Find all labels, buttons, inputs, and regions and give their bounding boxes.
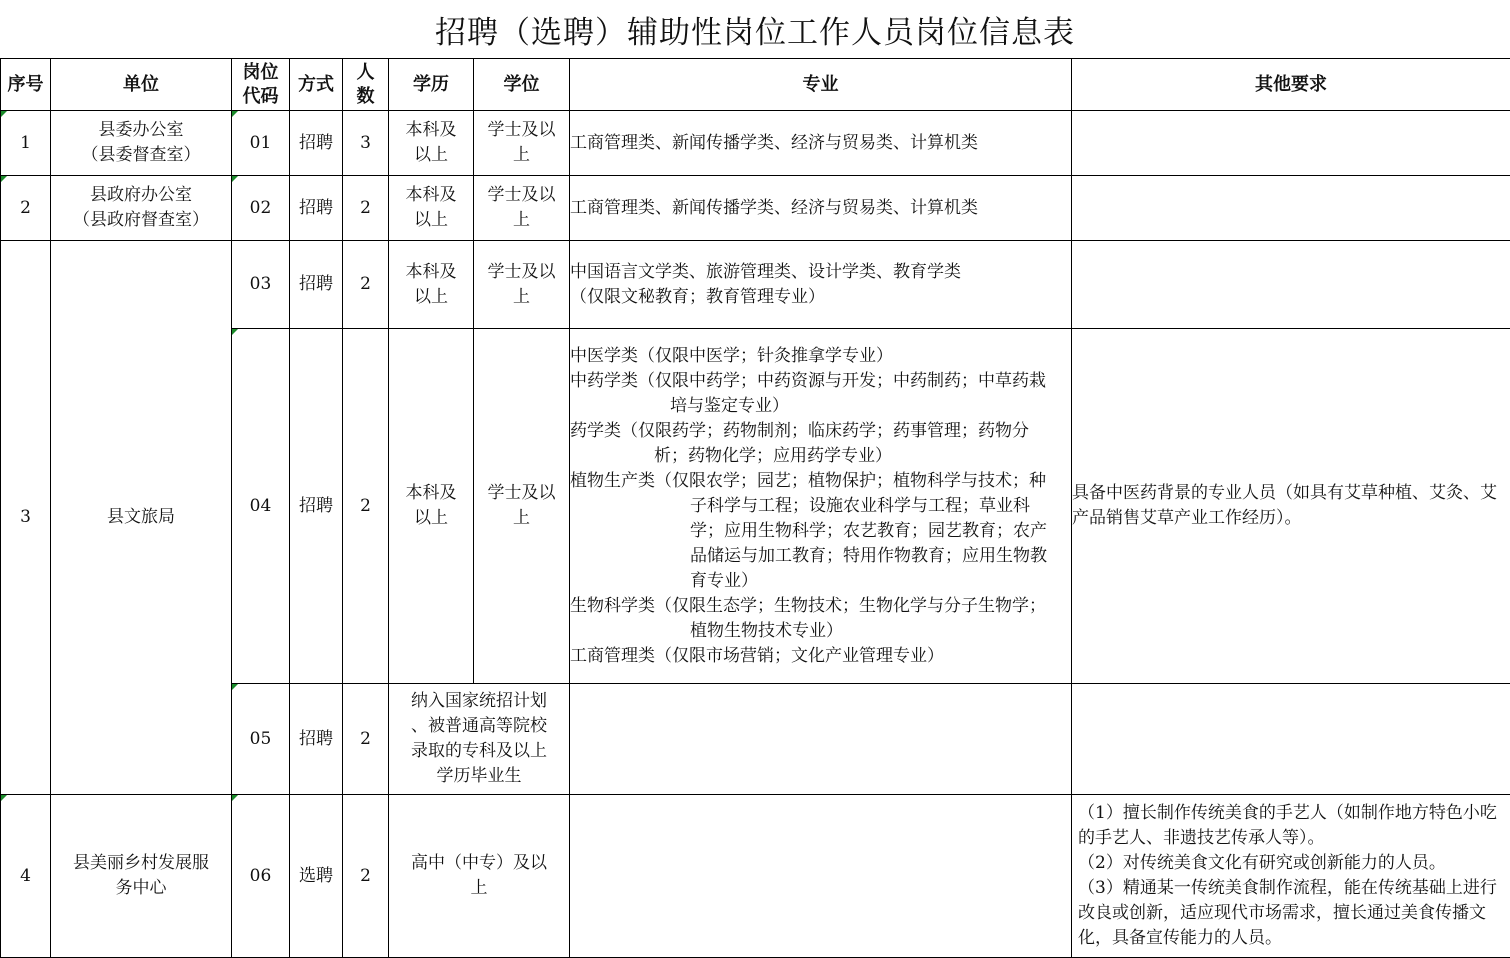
header-degree: 学位 (474, 59, 570, 111)
table-row (1, 795, 1510, 958)
cell-education: 纳入国家统招计划 、被普通高等院校 录取的专科及以上 学历毕业生 (389, 684, 570, 795)
header-method: 方式 (290, 59, 343, 111)
cell-seq: 1 (1, 111, 51, 176)
cell-seq: 3 (1, 241, 51, 795)
major-item: 工商管理类（仅限市场营销；文化产业管理专业） (570, 645, 944, 666)
cell-code: 01 (232, 111, 290, 176)
cell-count: 2 (343, 176, 389, 241)
header-other: 其他要求 (1072, 59, 1510, 111)
cell-code: 05 (232, 684, 290, 795)
page-title: 招聘（选聘）辅助性岗位工作人员岗位信息表 (435, 14, 1075, 51)
cell-code: 02 (232, 176, 290, 241)
cell-code: 04 (232, 329, 290, 684)
cell-count: 2 (343, 684, 389, 795)
cell-unit: 县委办公室 （县委督查室） (51, 111, 232, 176)
table-row (1, 176, 1510, 241)
position-table (0, 58, 1510, 958)
cell-method: 招聘 (290, 329, 343, 684)
cell-code: 03 (232, 241, 290, 329)
cell-education: 本科及 以上 (389, 241, 474, 329)
cell-method: 选聘 (290, 795, 343, 958)
other-item: （2）对传统美食文化有研究或创新能力的人员。 (1078, 853, 1446, 873)
cell-method: 招聘 (290, 684, 343, 795)
cell-seq: 2 (1, 176, 51, 241)
cell-degree: 学士及以 上 (474, 111, 570, 176)
cell-method: 招聘 (290, 111, 343, 176)
cell-method: 招聘 (290, 241, 343, 329)
major-item: 药学类（仅限药学；药物制剂；临床药学；药事管理；药物分析；药物化学；应用药学专业） (570, 420, 1029, 466)
cell-count: 2 (343, 241, 389, 329)
table-row (1, 111, 1510, 176)
cell-unit: 县文旅局 (51, 241, 232, 795)
major-item: 生物科学类（仅限生态学；生物技术；生物化学与分子生物学；植物生物技术专业） (570, 595, 1046, 641)
cell-other (1072, 241, 1510, 329)
cell-degree: 学士及以 上 (474, 176, 570, 241)
cell-seq: 4 (1, 795, 51, 958)
cell-other (1072, 684, 1510, 795)
other-item: （1）擅长制作传统美食的手艺人（如制作地方特色小吃的手艺人、非遗技艺传承人等）。 (1078, 803, 1497, 848)
cell-count: 2 (343, 795, 389, 958)
cell-major (570, 795, 1072, 958)
header-code: 岗位 代码 (232, 59, 290, 111)
cell-major-list (570, 329, 1072, 684)
header-row (1, 59, 1510, 111)
cell-other (1072, 176, 1510, 241)
cell-major: 工商管理类、新闻传播学类、经济与贸易类、计算机类 (570, 176, 1072, 241)
cell-major (570, 684, 1072, 795)
cell-major: 工商管理类、新闻传播学类、经济与贸易类、计算机类 (570, 111, 1072, 176)
cell-education: 本科及 以上 (389, 176, 474, 241)
cell-count: 3 (343, 111, 389, 176)
cell-major: 中国语言文学类、旅游管理类、设计学类、教育学类 （仅限文秘教育；教育管理专业） (570, 241, 1072, 329)
header-count: 人 数 (343, 59, 389, 111)
major-item: 植物生产类（仅限农学；园艺；植物保护；植物科学与技术；种子科学与工程；设施农业科学与工程；草业科学；应用生物科学；农艺教育；园艺教育；农产品储运与加工教育；特用作物教育；应用生物教育专业） (570, 470, 1047, 591)
table-row (1, 241, 1510, 329)
header-major: 专业 (570, 59, 1072, 111)
major-item: 中医学类（仅限中医学；针灸推拿学专业） (570, 345, 893, 366)
cell-other (1072, 111, 1510, 176)
header-seq: 序号 (1, 59, 51, 111)
cell-education: 本科及 以上 (389, 329, 474, 684)
cell-method: 招聘 (290, 176, 343, 241)
cell-degree: 学士及以 上 (474, 241, 570, 329)
cell-education: 高中（中专）及以 上 (389, 795, 570, 958)
cell-other (1072, 795, 1510, 958)
cell-unit: 县政府办公室 （县政府督查室） (51, 176, 232, 241)
major-item: 中药学类（仅限中药学；中药资源与开发；中药制药；中草药栽培与鉴定专业） (570, 370, 1046, 416)
cell-unit: 县美丽乡村发展服 务中心 (51, 795, 232, 958)
header-unit: 单位 (51, 59, 232, 111)
cell-other: 具备中医药背景的专业人员（如具有艾草种植、艾灸、艾产品销售艾草产业工作经历）。 (1072, 329, 1510, 684)
cell-education: 本科及 以上 (389, 111, 474, 176)
cell-code: 06 (232, 795, 290, 958)
cell-degree: 学士及以 上 (474, 329, 570, 684)
other-item: （3）精通某一传统美食制作流程，能在传统基础上进行改良或创新，适应现代市场需求，擅长通过美食传播文化，具备宣传能力的人员。 (1078, 878, 1497, 948)
cell-count: 2 (343, 329, 389, 684)
header-education: 学历 (389, 59, 474, 111)
